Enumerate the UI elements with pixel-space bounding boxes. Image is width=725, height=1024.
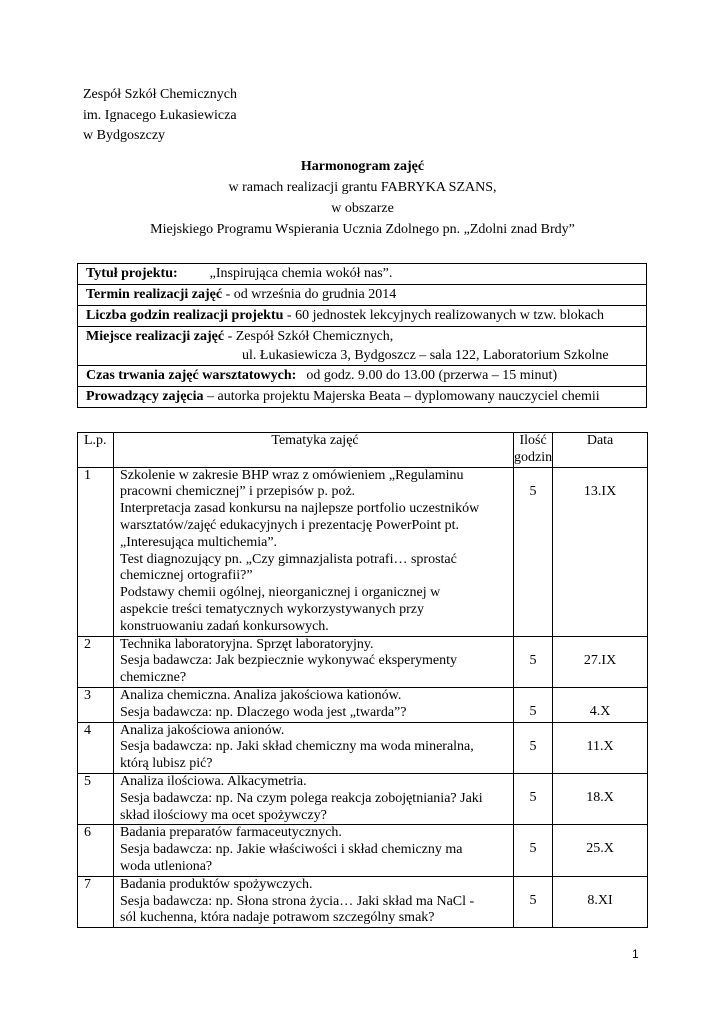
place-label: Miejsce realizacji zajęć <box>86 329 225 344</box>
table-row <box>78 722 648 773</box>
row-hours: 5 <box>514 825 553 876</box>
table-row <box>78 636 648 687</box>
header-hours: Ilość godzin <box>514 433 553 468</box>
project-title-label: Tytuł projektu: <box>86 266 178 281</box>
topic-line: którą lubisz pić? <box>120 756 213 772</box>
topic-line: Sesja badawcza: np. Na czym polega reakcja zobojętniania? Jaki <box>120 790 483 806</box>
topic-line: Sesja badawcza: np. Dlaczego woda jest „twarda”? <box>120 704 407 720</box>
topic-line: chemicznej ortografii?” <box>120 568 253 584</box>
hours-label: Liczba godzin realizacji projektu <box>86 308 284 323</box>
topic-line: pracowni chemicznej” i przepisów p. poż. <box>120 484 356 500</box>
row-lp: 5 <box>78 773 114 824</box>
duration-value: od godz. 9.00 do 13.00 (przerwa – 15 minut) <box>306 368 558 383</box>
row-hours: 5 <box>514 687 553 722</box>
topic-line: Analiza chemiczna. Analiza jakościowa kationów. <box>120 687 402 703</box>
topic-line: „Interesująca multichemia”. <box>120 534 278 550</box>
term-label: Termin realizacji zajęć <box>86 287 223 302</box>
info-row-term <box>78 285 647 306</box>
topic-line: Technika laboratoryjna. Sprzęt laboratoryjny. <box>120 636 374 652</box>
topic-line: Szkolenie w zakresie BHP wraz z omówieniem „Regulaminu <box>120 467 464 483</box>
row-lp: 1 <box>78 467 114 636</box>
info-row-title <box>78 264 647 285</box>
row-date: 4.X <box>553 687 648 722</box>
table-row <box>78 773 648 824</box>
topic-line: Sesja badawcza: Jak bezpiecznie wykonywać eksperymenty <box>120 653 458 669</box>
header-date: Data <box>553 433 648 468</box>
title-line-3: w obszarze <box>331 201 394 216</box>
project-title-value: „Inspirująca chemia wokół nas”. <box>209 266 393 281</box>
topic-line: Interpretacja zasad konkursu na najlepsze portfolio uczestników <box>120 501 480 517</box>
topic-line: Sesja badawcza: np. Słona strona życia… Jaki skład ma NaCl - <box>120 893 475 909</box>
row-topic <box>114 636 514 687</box>
row-lp: 2 <box>78 636 114 687</box>
topic-line: sól kuchenna, która nadaje potrawom szczególny smak? <box>120 910 435 926</box>
row-topic <box>114 825 514 876</box>
topic-line: Sesja badawcza: np. Jakie właściwości i skład chemiczny ma <box>120 842 463 858</box>
row-topic <box>114 467 514 636</box>
schedule-table <box>77 432 648 928</box>
page-number: 1 <box>632 947 639 961</box>
document-title <box>0 156 725 240</box>
row-hours: 5 <box>514 722 553 773</box>
topic-line: Badania preparatów farmaceutycznych. <box>120 825 342 841</box>
row-lp: 6 <box>78 825 114 876</box>
table-row <box>78 687 648 722</box>
table-row <box>78 876 648 927</box>
project-info-table <box>77 263 647 408</box>
topic-line: woda utleniona? <box>120 858 213 874</box>
info-row-hours <box>78 306 647 327</box>
topic-line: Analiza jakościowa anionów. <box>120 722 285 738</box>
school-city: w Bydgoszczy <box>83 128 166 143</box>
topic-line: Podstawy chemii ogólnej, nieorganicznej i organicznej w <box>120 585 441 601</box>
row-date: 13.IX <box>553 467 648 636</box>
topic-line: skład ilościowy ma ocet spożywczy? <box>120 807 327 823</box>
info-row-place <box>78 327 647 366</box>
topic-line: Analiza ilościowa. Alkacymetria. <box>120 773 307 789</box>
header-lp: L.p. <box>78 433 114 468</box>
schedule-header-row <box>78 433 648 468</box>
term-value: - od września do grudnia 2014 <box>222 287 397 302</box>
row-date: 8.XI <box>553 876 648 927</box>
header-topic: Tematyka zajęć <box>114 433 514 468</box>
leader-label: Prowadzący zajęcia <box>86 389 204 404</box>
row-date: 25.X <box>553 825 648 876</box>
row-hours: 5 <box>514 773 553 824</box>
topic-line: Sesja badawcza: np. Jaki skład chemiczny ma woda mineralna, <box>120 739 474 755</box>
school-patron: im. Ignacego Łukasiewicza <box>83 107 237 123</box>
table-row <box>78 467 648 636</box>
row-topic <box>114 876 514 927</box>
topic-line: konstruowaniu zadań konkursowych. <box>120 618 329 634</box>
row-lp: 4 <box>78 722 114 773</box>
row-topic <box>114 773 514 824</box>
row-lp: 3 <box>78 687 114 722</box>
topic-line: warsztatów/zajęć edukacyjnych i prezentację PowerPoint pt. <box>120 517 459 533</box>
hours-value: - 60 jednostek lekcyjnych realizowanych w tzw. blokach <box>283 308 605 323</box>
topic-line: aspekcie treści tematycznych wykorzystywanych przy <box>120 601 424 617</box>
place-value-line2: ul. Łukasiewicza 3, Bydgoszcz – sala 122, Laboratorium Szkolne <box>242 348 609 363</box>
school-header <box>83 85 237 147</box>
row-topic <box>114 722 514 773</box>
row-hours: 5 <box>514 636 553 687</box>
row-date: 11.X <box>553 722 648 773</box>
row-lp: 7 <box>78 876 114 927</box>
table-row <box>78 825 648 876</box>
row-date: 18.X <box>553 773 648 824</box>
row-date: 27.IX <box>553 636 648 687</box>
row-hours: 5 <box>514 467 553 636</box>
info-row-leader <box>78 387 647 408</box>
row-topic <box>114 687 514 722</box>
duration-label: Czas trwania zajęć warsztatowych: <box>86 368 297 383</box>
info-row-duration <box>78 366 647 387</box>
title-line-2: w ramach realizacji grantu FABRYKA SZANS, <box>228 180 497 195</box>
title-line-4: Miejskiego Programu Wspierania Ucznia Zdolnego pn. „Zdolni znad Brdy” <box>150 222 575 237</box>
school-name: Zespół Szkół Chemicznych <box>83 87 237 102</box>
row-hours: 5 <box>514 876 553 927</box>
leader-value: – autorka projektu Majerska Beata – dyplomowany nauczyciel chemii <box>203 389 600 404</box>
topic-line: chemiczne? <box>120 670 187 686</box>
topic-line: Test diagnozujący pn. „Czy gimnazjalista potrafi… sprostać <box>120 551 457 567</box>
main-title: Harmonogram zajęć <box>300 159 425 174</box>
topic-line: Badania produktów spożywczych. <box>120 876 313 892</box>
place-value-line1: - Zespół Szkół Chemicznych, <box>224 329 394 344</box>
